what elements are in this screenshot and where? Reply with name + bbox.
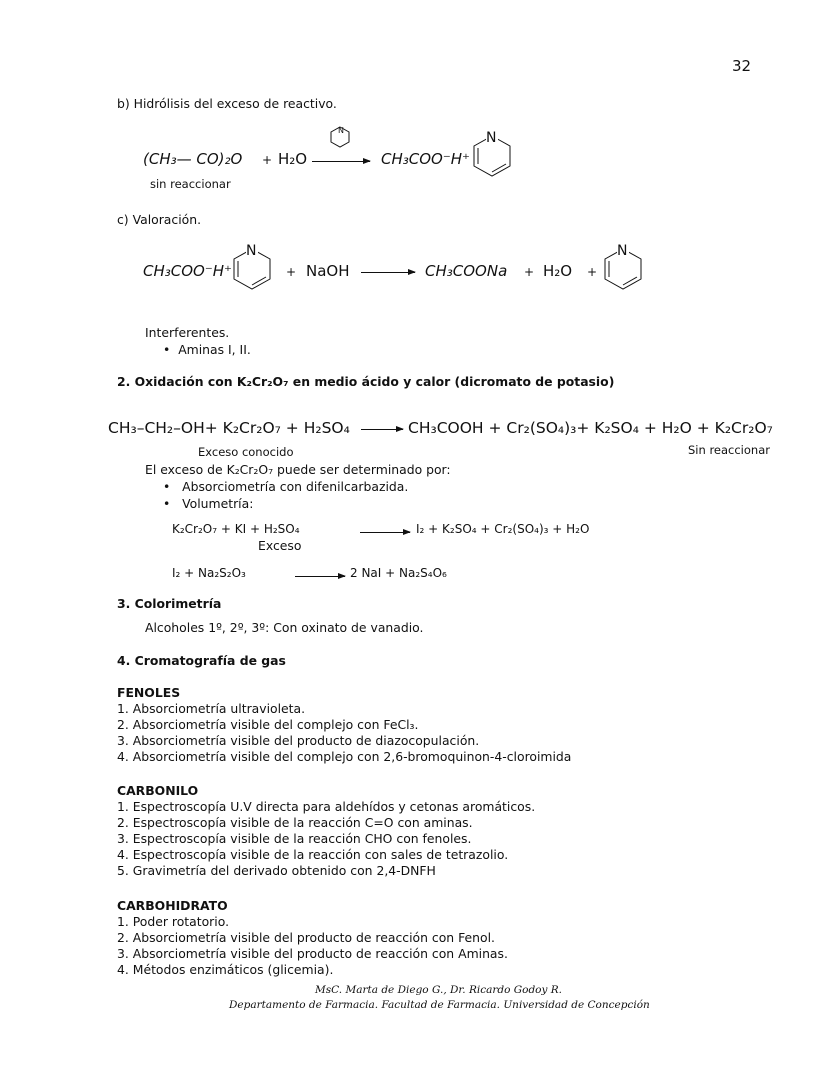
- reaction-arrow: [295, 576, 345, 577]
- list-item: 4. Espectroscopía visible de la reacción con sales de tetrazolio.: [117, 847, 509, 862]
- pyridine-ring-icon: [603, 243, 645, 293]
- eq-c-product1: CH₃COONa: [425, 262, 508, 280]
- fenoles-heading: FENOLES: [117, 685, 181, 700]
- section-c-heading: c) Valoración.: [117, 212, 202, 227]
- list-item: 2. Absorciometría visible del complejo con FeCl₃.: [117, 717, 419, 732]
- footer-authors: MsC. Marta de Diego G., Dr. Ricardo Godoy R.: [315, 984, 563, 996]
- eq-b-plus: +: [262, 153, 273, 167]
- pyridine-ring-icon: [329, 124, 351, 154]
- eq-oxidation-products: CH₃COOH + Cr₂(SO₄)₃+ K₂SO₄ + H₂O + K₂Cr₂O₇: [408, 419, 773, 437]
- interferentes-label: Interferentes.: [145, 325, 230, 340]
- list-item: 4. Métodos enzimáticos (glicemia).: [117, 962, 334, 977]
- eq-b-reactant1: (CH₃— CO)₂O: [143, 150, 243, 168]
- footer-department: Departamento de Farmacia. Facultad de Farmacia. Universidad de Concepción: [229, 999, 650, 1011]
- bullet-item: • Volumetría:: [163, 496, 254, 511]
- list-item: 2. Espectroscopía visible de la reacción C=O con aminas.: [117, 815, 473, 830]
- page-number: 32: [732, 57, 752, 75]
- eq-c-product2: H₂O: [543, 262, 573, 280]
- eq-c-plus: +: [286, 265, 297, 279]
- carbohidrato-heading: CARBOHIDRATO: [117, 898, 228, 913]
- section-2-heading: 2. Oxidación con K₂Cr₂O₇ en medio ácido y calor (dicromato de potasio): [117, 374, 615, 389]
- reaction-arrow: [361, 429, 403, 430]
- eq-b-product: CH₃COO⁻H⁺: [381, 150, 470, 168]
- section-4-heading: 4. Cromatografía de gas: [117, 653, 286, 668]
- bullet-text: Volumetría:: [182, 496, 254, 511]
- svg-text:N: N: [246, 243, 257, 259]
- section-3-heading: 3. Colorimetría: [117, 596, 222, 611]
- eq-tiosulfato-left: I₂ + Na₂S₂O₃: [172, 566, 246, 580]
- reaction-arrow: [360, 532, 410, 533]
- eq-b-note: sin reaccionar: [150, 177, 231, 191]
- eq-volumetria-note: Exceso: [258, 538, 302, 553]
- list-item: 3. Absorciometría visible del producto de diazocopulación.: [117, 733, 480, 748]
- eq-tiosulfato-right: 2 NaI + Na₂S₄O₆: [350, 566, 447, 580]
- list-item: 1. Poder rotatorio.: [117, 914, 230, 929]
- reaction-arrow: [312, 161, 370, 162]
- list-item: 1. Absorciometría ultravioleta.: [117, 701, 306, 716]
- list-item: 2. Absorciometría visible del producto de reacción con Fenol.: [117, 930, 495, 945]
- eq-c-reactant2: NaOH: [306, 262, 350, 280]
- list-item: 4. Absorciometría visible del complejo con 2,6-bromoquinon-4-cloroimida: [117, 749, 572, 764]
- note-sin-reaccionar: Sin reaccionar: [688, 443, 770, 457]
- exceso-intro: El exceso de K₂Cr₂O₇ puede ser determinado por:: [145, 462, 451, 477]
- eq-oxidation-reactants: CH₃–CH₂–OH+ K₂Cr₂O₇ + H₂SO₄: [108, 419, 350, 437]
- eq-c-plus: +: [524, 265, 535, 279]
- list-item: 3. Absorciometría visible del producto de reacción con Aminas.: [117, 946, 508, 961]
- section-3-text: Alcoholes 1º, 2º, 3º: Con oxinato de vanadio.: [145, 620, 424, 635]
- reaction-arrow: [361, 272, 415, 273]
- bullet-text: Aminas I, II.: [178, 342, 251, 357]
- svg-text:N: N: [338, 126, 344, 135]
- pyridine-ring-icon: [472, 130, 514, 180]
- pyridine-ring-icon: [232, 243, 274, 293]
- bullet-item: • Absorciometría con difenilcarbazida.: [163, 479, 409, 494]
- carbonilo-heading: CARBONILO: [117, 783, 199, 798]
- eq-b-reactant2: H₂O: [278, 150, 308, 168]
- list-item: 1. Espectroscopía U.V directa para aldehídos y cetonas aromáticos.: [117, 799, 536, 814]
- svg-text:N: N: [617, 243, 628, 259]
- bullet-text: Absorciometría con difenilcarbazida.: [182, 479, 409, 494]
- list-item: 3. Espectroscopía visible de la reacción CHO con fenoles.: [117, 831, 472, 846]
- note-exceso-conocido: Exceso conocido: [198, 445, 294, 459]
- eq-volumetria-right: I₂ + K₂SO₄ + Cr₂(SO₄)₃ + H₂O: [416, 522, 590, 536]
- list-item: 5. Gravimetría del derivado obtenido con 2,4-DNFH: [117, 863, 436, 878]
- eq-c-plus: +: [587, 265, 598, 279]
- svg-text:N: N: [486, 130, 497, 146]
- section-b-heading: b) Hidrólisis del exceso de reactivo.: [117, 96, 337, 111]
- eq-c-reactant1: CH₃COO⁻H⁺: [143, 262, 232, 280]
- eq-volumetria-left: K₂Cr₂O₇ + KI + H₂SO₄: [172, 522, 300, 536]
- bullet-item: • Aminas I, II.: [163, 342, 251, 357]
